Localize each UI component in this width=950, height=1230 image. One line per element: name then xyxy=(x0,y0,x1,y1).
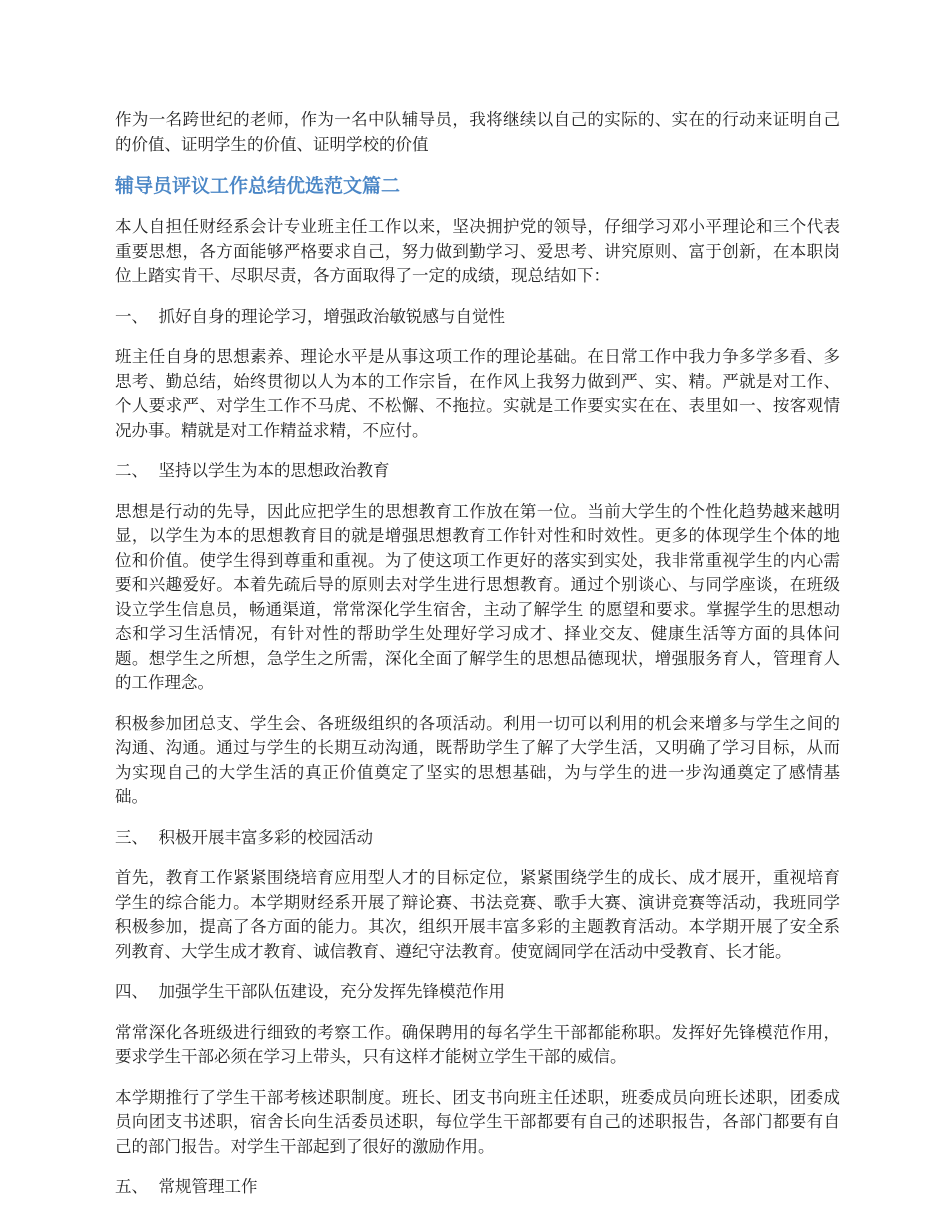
section-heading: 辅导员评议工作总结优选范文篇二 xyxy=(115,175,401,197)
paragraph-4: 积极参加团总支、学生会、各班级组织的各项活动。利用一切可以利用的机会来增多与学生之间的沟通、沟通。通过与学生的长期互动沟通，既帮助学生了解了大学生活，又明确了学习目标，从而为实现自己的大学生活的真正价值奠定了坚实的思想基础，为与学生的进一步沟通奠定了感情基础。 xyxy=(115,713,840,806)
section-title-5: 五、 常规管理工作 xyxy=(115,1177,258,1196)
paragraph-3: 思想是行动的先导，因此应把学生的思想教育工作放在第一位。当前大学生的个性化趋势越来越明显，以学生为本的思想教育目的就是增强思想教育工作针对性和时效性。更多的体现学生个体的地位和价值。使学生得到尊重和重视。为了使这项工作更好的落实到实处，我非常重视学生的内心需要和兴趣爱好。本着先疏后导的原则去对学生进行思想教育。通过个别谈心、与同学座谈，在班级设立学生信息员，畅通渠道，常常深化学生宿舍，主动了解学生 的愿望和要求。掌握学生的思想动态和学习生活情况，有针对性的帮助学生处理好学习成才、择业交友、健康生活等方面的具体问题。想学生之所想，急学生之所需，深化全面了解学生的思想品德现状，增强服务育人，管理育人的工作理念。 xyxy=(115,501,840,692)
paragraph-5: 首先，教育工作紧紧围绕培育应用型人才的目标定位，紧紧围绕学生的成长、成才展开，重视培育学生的综合能力。本学期财经系开展了辩论赛、书法竞赛、歌手大赛、演讲竞赛等活动，我班同学积极参加，提高了各方面的能力。其次，组织开展丰富多彩的主题教育活动。本学期开展了安全系列教育、大学生成才教育、诚信教育、遵纪守法教育。使宽阔同学在活动中受教育、长才能。 xyxy=(115,868,840,961)
section-title-4: 四、 加强学生干部队伍建设，充分发挥先锋模范作用 xyxy=(115,982,505,1001)
section-title-3: 三、 积极开展丰富多彩的校园活动 xyxy=(115,827,373,847)
intro-paragraph: 作为一名跨世纪的老师，作为一名中队辅导员，我将继续以自己的实际的、实在的行动来证明自己的价值、证明学生的价值、证明学校的价值 xyxy=(115,110,840,154)
paragraph-7: 本学期推行了学生干部考核述职制度。班长、团支书向班主任述职，班委成员向班长述职，团委成员向团支书述职，宿舍长向生活委员述职，每位学生干部都要有自己的述职报告，各部门都要有自己的部门报告。对学生干部起到了很好的激励作用。 xyxy=(115,1087,840,1156)
section-title-2: 二、 坚持以学生为本的思想政治教育 xyxy=(115,461,390,480)
paragraph-1: 本人自担任财经系会计专业班主任工作以来，坚决拥护党的领导，仔细学习邓小平理论和三个代表重要思想，各方面能够严格要求自己，努力做到勤学习、爱思考、讲究原则、富于创新，在本职岗位上踏实肯干、尽职尽责，各方面取得了一定的成绩，现总结如下： xyxy=(115,217,840,285)
paragraph-6: 常常深化各班级进行细致的考察工作。确保聘用的每名学生干部都能称职。发挥好先锋模范作用，要求学生干部必须在学习上带头，只有这样才能树立学生干部的威信。 xyxy=(115,1022,840,1066)
paragraph-2: 班主任自身的思想素养、理论水平是从事这项工作的理论基础。在日常工作中我力争多学多看、多思考、勤总结，始终贯彻以人为本的工作宗旨，在作风上我努力做到严、实、精。严就是对工作、个人要求严、对学生工作不马虎、不松懈、不拖拉。实就是工作要实实在在、表里如一、按客观情况办事。精就是对工作精益求精，不应付。 xyxy=(115,347,840,440)
document-body xyxy=(115,108,840,1216)
section-title-1: 一、 抓好自身的理论学习，增强政治敏锐感与自觉性 xyxy=(115,306,505,326)
